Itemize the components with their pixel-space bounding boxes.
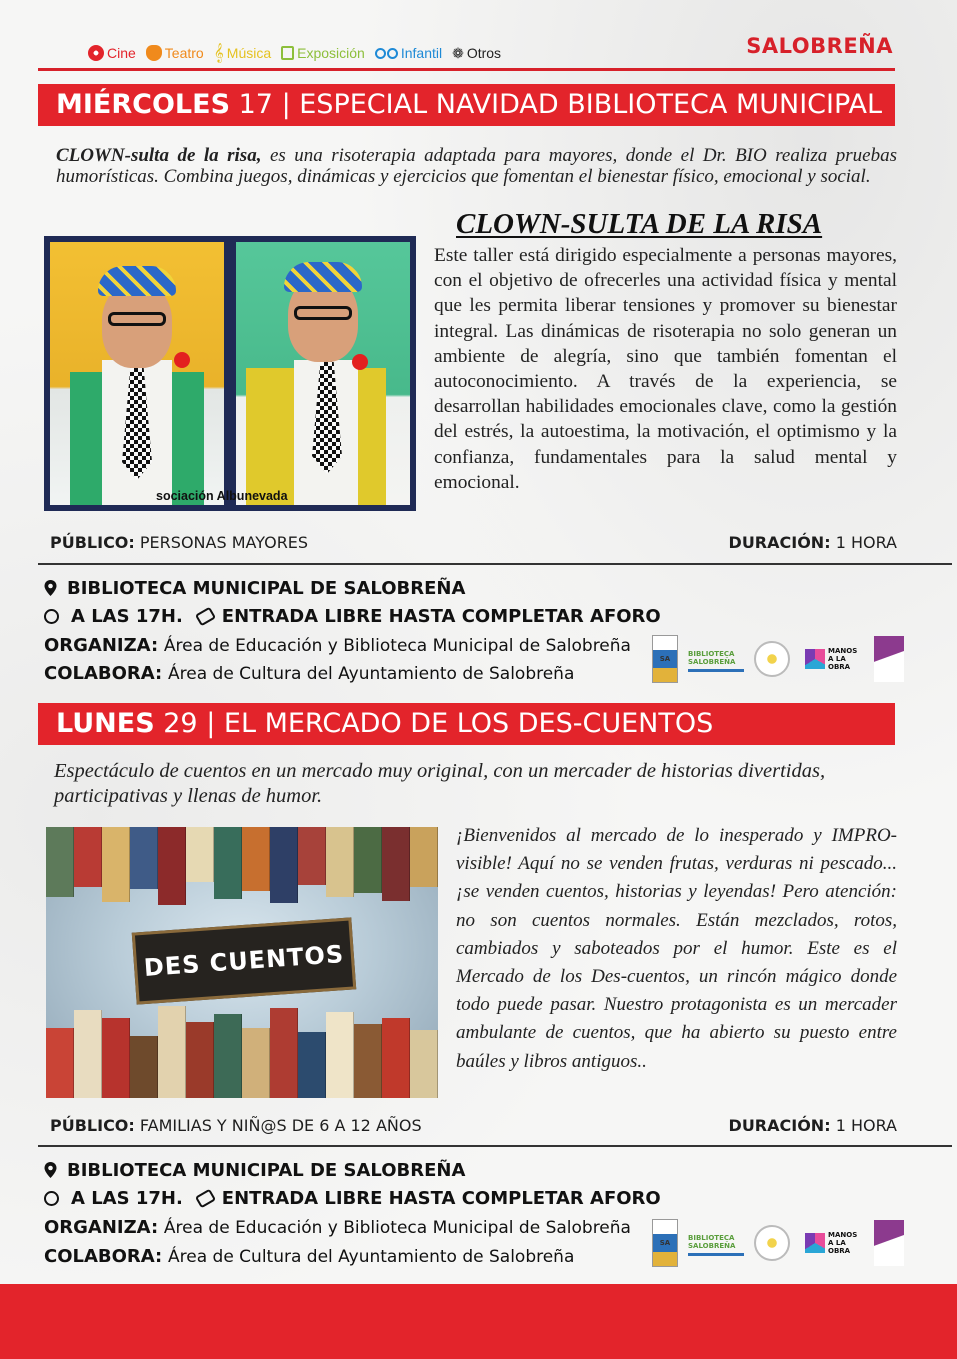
duration-label: DURACIÓN: [728, 1116, 831, 1135]
duration [729, 533, 897, 552]
glasses [108, 312, 166, 326]
clown-cap [284, 262, 362, 292]
event2-time-entry [44, 1188, 661, 1209]
event2-organizer: ORGANIZA: Área de Educación y Biblioteca Municipal de Salobreña [44, 1217, 631, 1238]
location-pin-icon [44, 1162, 57, 1178]
duration-value: 1 HORA [835, 1116, 897, 1135]
event1-heading [38, 84, 895, 126]
easel-icon [281, 46, 294, 60]
salobrena-crest-logo: SA [652, 635, 678, 683]
duration-value: 1 HORA [835, 533, 897, 552]
event1-subtitle: CLOWN-SULTA DE LA RISA [456, 208, 823, 240]
duration [729, 1116, 897, 1135]
treble-clef-icon: 𝄞 [213, 43, 224, 62]
event1-intro [56, 145, 897, 187]
film-reel-icon [88, 45, 104, 61]
event1-description: Este taller está dirigido especialmente a personas mayores, con el objetivo de ofrecerles una actividad física y mental que les permita liberar tensiones y promover su bienestar integral. Las dinámicas de risoterapia no solo generan un ambiente de alegría, sino que también fomentan el autoconocimiento. A través de la experiencia, se desarrollan habilidades emocionales clave, como la gestión del estrés, la autoestima, la motivación, el optimismo y la confianza, fundamentales para la salud mental y emocional. [434, 245, 897, 493]
photo-credit: sociación Albunevada [156, 489, 288, 503]
sponsor-logos [652, 634, 904, 684]
event2-meta [50, 1116, 897, 1138]
event2-entry: ENTRADA LIBRE HASTA COMPLETAR AFORO [221, 1188, 661, 1209]
ticket-icon [195, 1189, 216, 1209]
event1-organizer: ORGANIZA: Área de Educación y Biblioteca Municipal de Salobreña [44, 635, 631, 656]
event1-entry: ENTRADA LIBRE HASTA COMPLETAR AFORO [221, 606, 661, 627]
clock-icon [44, 609, 59, 624]
salobrena-crest-logo: SA [652, 1219, 678, 1267]
event2-time: A LAS 17H. [71, 1188, 183, 1209]
category-musica: 𝄞 Música [213, 43, 272, 62]
clown-photo-left [50, 242, 224, 505]
clown-photo [44, 236, 416, 511]
sponsor-logos [652, 1218, 904, 1268]
event2-intro: Espectáculo de cuentos en un mercado muy original, con un mercader de historias divertidas, participativas y llenas de humor. [54, 760, 826, 807]
event1-intro-text: es una risoterapia adaptada para mayores, donde el Dr. BIO realiza pruebas humorísticas. Combina juegos, dinámicas y ejercicios que fomentan el bienestar físico, emocional y social. [56, 145, 897, 187]
event1-venue: BIBLIOTECA MUNICIPAL DE SALOBREÑA [44, 578, 465, 599]
event1-time-entry [44, 606, 661, 627]
biblioteca-logo: BIBLIOTECA SALOBREÑA [688, 1230, 744, 1256]
event2-venue: BIBLIOTECA MUNICIPAL DE SALOBREÑA [44, 1160, 465, 1181]
manos-a-la-obra-logo: MANOS A LA OBRA [800, 1228, 864, 1258]
event1-title: | ESPECIAL NAVIDAD BIBLIOTECA MUNICIPAL [281, 89, 883, 120]
event1-meta [50, 533, 897, 555]
clown-cap [98, 266, 176, 296]
category-cine: Cine [88, 45, 136, 61]
glasses [294, 306, 352, 320]
footer-band [0, 1284, 957, 1359]
educacion-logo [754, 641, 790, 677]
audience-value: PERSONAS MAYORES [139, 533, 309, 552]
town-name: SALOBREÑA [746, 34, 893, 58]
event1-intro-bold: CLOWN-sulta de la risa, [56, 145, 262, 166]
flower-icon: ❁ [452, 44, 464, 61]
clock-icon [44, 1191, 59, 1206]
audience-value: FAMILIAS Y NIÑ@S DE 6 A 12 AÑOS [139, 1116, 422, 1135]
theater-masks-icon [146, 45, 162, 61]
red-nose [352, 354, 368, 370]
ticket-icon [195, 607, 216, 627]
books-photo [46, 827, 438, 1098]
event2-collaborator: COLABORA: Área de Cultura del Ayuntamiento de Salobreña [44, 1246, 575, 1267]
event2-heading [38, 703, 895, 745]
category-legend [88, 42, 501, 64]
event2-title: | EL MERCADO DE LOS DES-CUENTOS [206, 708, 714, 739]
location-pin-icon [44, 580, 57, 596]
violet-figure-logo [874, 636, 904, 682]
event1-day: MIÉRCOLES [56, 89, 231, 120]
event1-date: 17 [238, 89, 273, 120]
duration-label: DURACIÓN: [728, 533, 831, 552]
event2-day: LUNES [56, 708, 155, 739]
des-cuentos-sign: DES CUENTOS [132, 917, 356, 1004]
bicycle-icon [375, 48, 398, 59]
event2-description: ¡Bienvenidos al mercado de lo inesperado y IMPRO-visible! Aquí no se venden frutas, verduras ni pescado... ¡se venden cuentos, historias y leyendas! Pero atención: no son cuentos normales. Están mezclados, rotos, cambiados y saboteados por el humor. Este es el Mercado de los Des-cuentos, un rincón mágico donde todo puede pasar. Nuestro protagonista es un mercader ambulante de cuentos, que ha abierto su puesto entre baúles y libros antiguos.. [456, 825, 897, 1072]
audience-label: PÚBLICO: [50, 1116, 135, 1135]
category-otros: ❁ Otros [452, 44, 502, 61]
event1-divider [38, 563, 952, 565]
red-nose [174, 352, 190, 368]
event1-collaborator: COLABORA: Área de Cultura del Ayuntamiento de Salobreña [44, 663, 575, 684]
category-infantil: Infantil [375, 45, 442, 61]
audience-label: PÚBLICO: [50, 533, 135, 552]
manos-a-la-obra-logo: MANOS A LA OBRA [800, 644, 864, 674]
category-exposicion: Exposición [281, 45, 365, 61]
books-top-row [46, 827, 438, 905]
event1-time: A LAS 17H. [71, 606, 183, 627]
event2-divider [38, 1145, 952, 1147]
biblioteca-logo: BIBLIOTECA SALOBREÑA [688, 646, 744, 672]
event2-date: 29 [163, 708, 198, 739]
header-divider [38, 68, 895, 71]
violet-figure-logo [874, 1220, 904, 1266]
category-teatro: Teatro [146, 45, 204, 61]
clown-photo-right [236, 242, 410, 505]
educacion-logo [754, 1225, 790, 1261]
books-bottom-row [46, 1006, 438, 1098]
